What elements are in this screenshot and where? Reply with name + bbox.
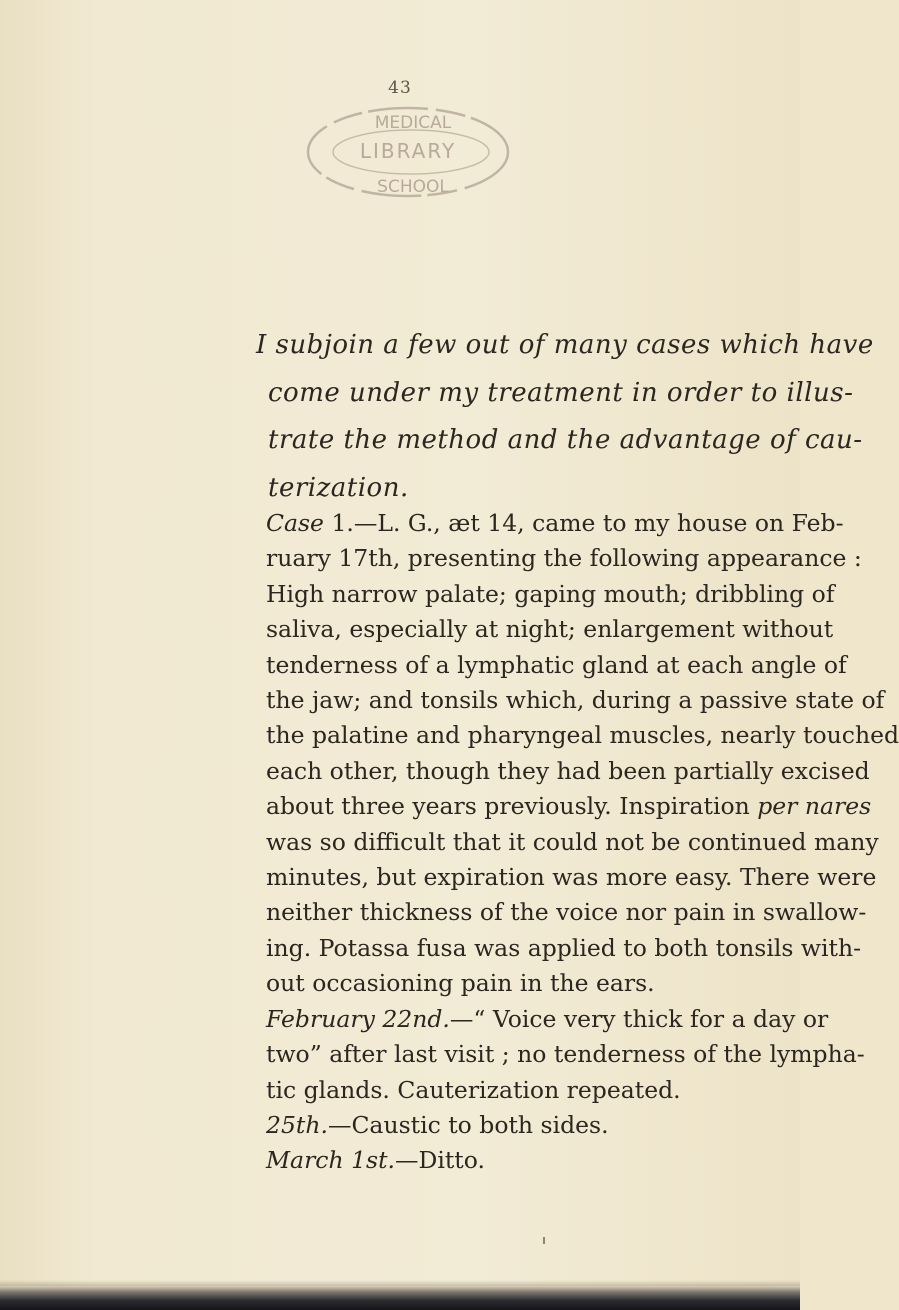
february-entry [266,1002,829,1037]
case-line: neither thickness of the voice nor pain in swallow- [266,898,867,927]
march-entry-text: —Ditto. [395,1146,485,1175]
february-date-label: February 22nd. [266,1004,450,1033]
case-line: the jaw; and tonsils which, during a passive state of [266,686,885,715]
entry-25th [266,1108,778,1143]
date-25th-label: 25th. [266,1110,328,1139]
case-line: ruary 17th, presenting the following appearance : [266,544,862,573]
intro-line: I subjoin a few out of many cases which have [256,330,874,360]
case-report [266,506,899,1179]
case-line-inspiration [266,789,872,824]
book-cover-edge [0,1286,800,1310]
stamp-top-text: MEDICAL [374,113,452,133]
case-line: minutes, but expiration was more easy. There were [266,863,877,892]
inspiration-text: about three years previously. Inspiration [266,792,758,821]
case-line: ing. Potassa fusa was applied to both tonsils with- [266,933,862,962]
march-entry [266,1143,778,1178]
case-line-text: 1.—L. G., æt 14, came to my house on Feb- [323,509,844,537]
per-nares-italic: per nares [757,792,872,821]
case-label: Case [266,509,324,537]
march-date-label: March 1st. [266,1146,395,1175]
intro-line: trate the method and the advantage of cau- [268,425,863,455]
entry-25th-text: —Caustic to both sides. [327,1110,609,1139]
library-stamp [293,92,523,204]
case-heading-line [266,506,844,541]
case-line: was so difficult that it could not be continued many [266,827,879,856]
february-entry-text: —“ Voice very thick for a day or [449,1004,829,1033]
case-line: tenderness of a lymphatic gland at each angle of [266,650,847,679]
february-line: two” after last visit ; no tenderness of the lympha- [266,1040,865,1069]
intro-line: come under my treatment in order to illus- [268,377,854,408]
stamp-middle-text: LIBRARY [359,139,457,163]
stray-mark [543,1237,545,1244]
case-line: out occasioning pain in the ears. [266,969,655,998]
library-stamp-graphic [293,92,523,204]
case-line: High narrow palate; gaping mouth; dribbling of [266,579,835,608]
case-line: the palatine and pharyngeal muscles, nearly touched [266,721,899,750]
february-line: tic glands. Cauterization repeated. [266,1075,681,1104]
intro-paragraph [256,322,874,512]
case-line: saliva, especially at night; enlargement without [266,615,834,644]
case-line: each other, though they had been partially excised [266,756,870,785]
intro-line: terization. [268,472,409,503]
stamp-bottom-text: SCHOOL [377,177,449,197]
page-number: 43 [388,78,412,98]
